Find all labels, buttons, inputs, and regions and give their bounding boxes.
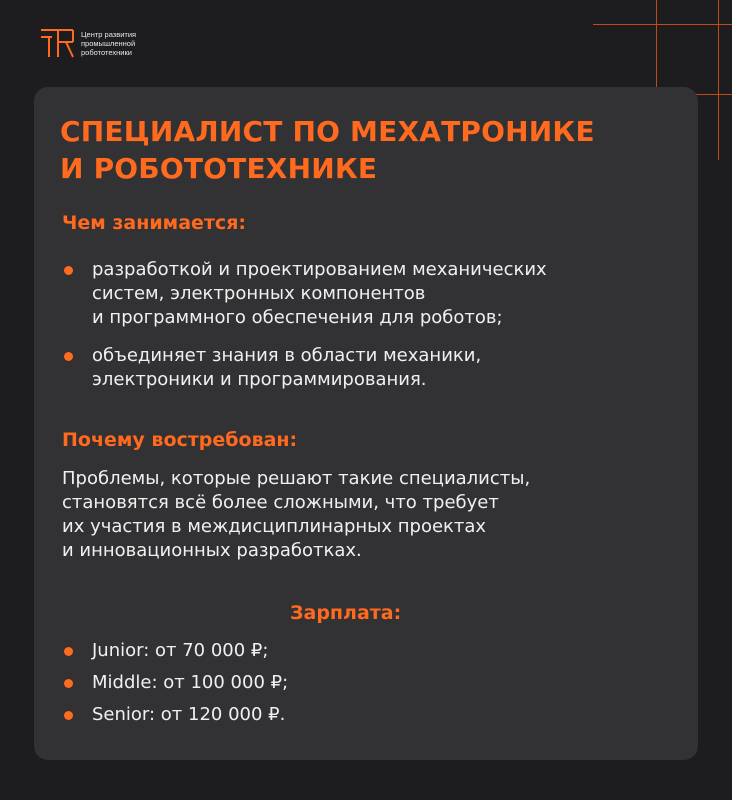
list-item: [64, 344, 547, 392]
list-item-line: объединяет знания в области механики,: [92, 345, 482, 366]
info-card: [34, 87, 698, 760]
decor-line-horizontal-1: [593, 24, 732, 25]
paragraph-line: их участия в междисциплинарных проектах: [62, 516, 487, 537]
bullet-dot-icon: [64, 679, 73, 688]
list-item: [64, 258, 547, 330]
paragraph-line: и инновационных разработках.: [62, 540, 362, 561]
salary-item-senior: [64, 703, 288, 727]
card-title: [60, 113, 595, 187]
salary-text: Middle: от 100 000 ₽;: [92, 672, 289, 693]
salary-text: Junior: от 70 000 ₽;: [92, 640, 269, 661]
paragraph-line: становятся всё более сложными, что требует: [62, 492, 499, 513]
list-item-line: и программного обеспечения для роботов;: [92, 307, 503, 328]
bullet-dot-icon: [64, 711, 73, 720]
salary-item-middle: [64, 671, 288, 695]
duties-heading: Чем занимается:: [62, 212, 246, 234]
decor-line-vertical-1: [656, 0, 657, 87]
logo-line: Центр развития: [81, 29, 137, 39]
logo-line: промышленной: [81, 38, 136, 48]
robotics-logo-icon: [40, 28, 74, 58]
salary-heading: Зарплата:: [290, 602, 402, 624]
paragraph-line: Проблемы, которые решают такие специалисты,: [62, 468, 531, 489]
demand-heading: Почему востребован:: [62, 429, 298, 451]
salary-item-junior: [64, 639, 288, 663]
list-item-line: электроники и программирования.: [92, 369, 427, 390]
duties-list: [64, 258, 547, 392]
bullet-dot-icon: [64, 352, 73, 361]
logo-text: [81, 30, 136, 57]
demand-paragraph: [62, 467, 530, 563]
salary-list: [64, 639, 288, 727]
decor-line-vertical-2: [718, 0, 719, 160]
bullet-dot-icon: [64, 266, 73, 275]
salary-text: Senior: от 120 000 ₽.: [92, 704, 286, 725]
brand-logo: [40, 28, 136, 58]
logo-line: робототехники: [81, 47, 132, 57]
card-title-line: СПЕЦИАЛИСТ ПО МЕХАТРОНИКЕ: [60, 115, 595, 148]
list-item-line: систем, электронных компонентов: [92, 283, 426, 304]
card-title-line: И РОБОТОТЕХНИКЕ: [60, 152, 378, 185]
bullet-dot-icon: [64, 647, 73, 656]
list-item-line: разработкой и проектированием механических: [92, 259, 547, 280]
